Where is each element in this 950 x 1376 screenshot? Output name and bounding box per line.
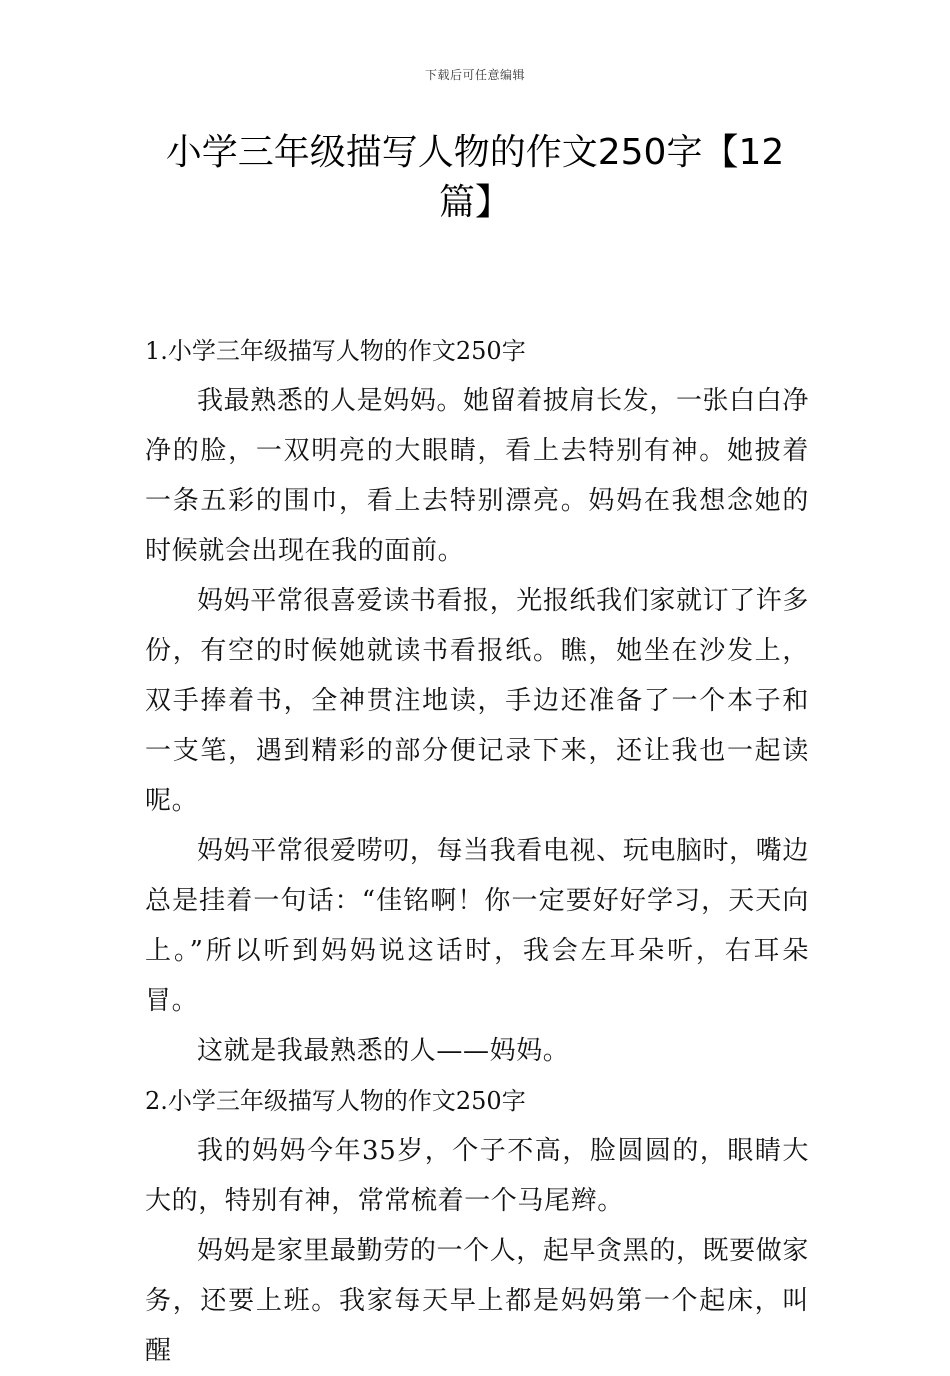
paragraph: 妈妈平常很爱唠叨，每当我看电视、玩电脑时，嘴边总是挂着一句话：“佳铭啊！你一定要好好学习，天天向上。”所以听到妈妈说这话时，我会左耳朵听，右耳朵冒。 [145,836,809,1016]
paragraph: 我的妈妈今年35岁，个子不高，脸圆圆的，眼睛大大的，特别有神，常常梳着一个马尾辫。 [145,1136,809,1216]
section-heading: 2.小学三年级描写人物的作文250字 [145,1087,526,1115]
paragraph: 妈妈是家里最勤劳的一个人，起早贪黑的，既要做家务，还要上班。我家每天早上都是妈妈第一个起床，叫醒 [145,1236,809,1366]
paragraph: 我最熟悉的人是妈妈。她留着披肩长发，一张白白净净的脸，一双明亮的大眼睛，看上去特别有神。她披着一条五彩的围巾，看上去特别漂亮。妈妈在我想念她的时候就会出现在我的面前。 [145,386,809,566]
section-heading: 1.小学三年级描写人物的作文250字 [145,337,526,365]
document-title: 小学三年级描写人物的作文250字【12篇】 [165,132,785,223]
header-note: 下载后可任意编辑 [424,68,525,82]
document-body [145,326,809,1376]
paragraph: 妈妈平常很喜爱读书看报，光报纸我们家就订了许多份，有空的时候她就读书看报纸。瞧，她坐在沙发上，双手捧着书，全神贯注地读，手边还准备了一个本子和一支笔，遇到精彩的部分便记录下来，还让我也一起读呢。 [145,586,809,816]
paragraph: 这就是我最熟悉的人——妈妈。 [197,1036,570,1066]
